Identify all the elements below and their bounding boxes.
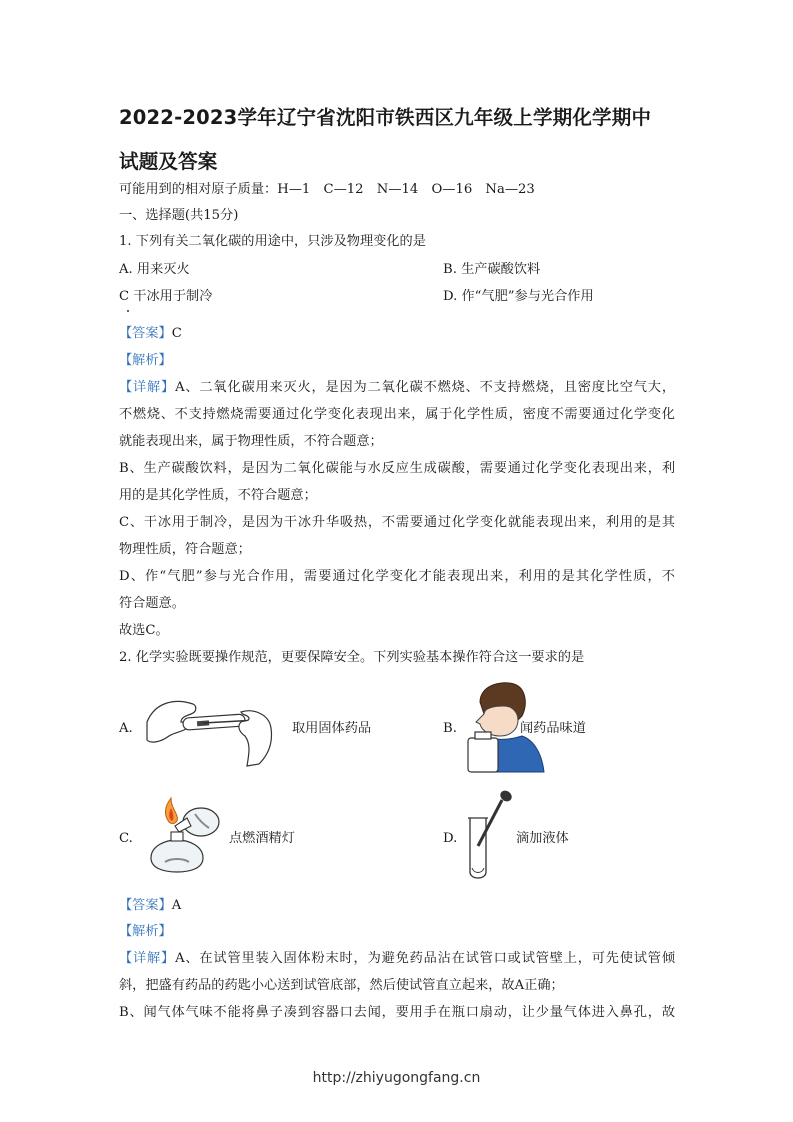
q2-answer: [119, 896, 181, 916]
title-line-2: 试题及答案: [119, 150, 218, 173]
q1-detail-line-3: 就能表现出来，属于物理性质，不符合题意；: [119, 434, 383, 449]
q1-option-b: B. 生产碳酸饮料: [443, 262, 541, 277]
q1-detail-line-5: 用的是其化学性质，不符合题意；: [119, 488, 317, 503]
answer-tag: 【答案】: [119, 326, 172, 341]
section-heading: 一、选择题(共15分): [119, 208, 239, 223]
q2-detail-line-3: B、闻气体气味不能将鼻子凑到容器口去闻，要用手在瓶口扇动，让少量气体进入鼻孔，故: [119, 1005, 675, 1020]
q2-option-a-letter: A.: [119, 721, 133, 736]
atomic-masses: 可能用到的相对原子质量：H—1 C—12 N—14 O—16 Na—23: [119, 182, 535, 197]
q1-stem: 1. 下列有关二氧化碳的用途中，只涉及物理变化的是: [119, 234, 426, 249]
detail-text: A、在试管里装入固体粉末时，为避免药品沾在试管口或试管壁上，可先使试管倾: [175, 951, 676, 966]
stray-dot: [127, 310, 129, 312]
q2-detail-line-1: [119, 949, 675, 969]
q2-option-b-letter: B.: [443, 721, 457, 736]
detail-text: A、二氧化碳用来灭火，是因为二氧化碳不燃烧、不支持燃烧，且密度比空气大，: [175, 380, 676, 395]
q1-detail-line-2: 不燃烧、不支持燃烧需要通过化学变化表现出来，属于化学性质，密度不需要通过化学变化: [119, 407, 675, 422]
footer-url[interactable]: http://zhiyugongfang.cn: [312, 1070, 481, 1086]
q1-detail-line-1: [119, 378, 675, 398]
q2-option-d-letter: D.: [443, 831, 458, 846]
document-title: [119, 96, 699, 184]
q2-analysis-tag: 【解析】: [119, 924, 172, 939]
q1-option-a: A. 用来灭火: [119, 262, 190, 277]
title-line-1: 2022-2023学年辽宁省沈阳市铁西区九年级上学期化学期中: [119, 106, 652, 129]
q2-option-a-label: 取用固体药品: [292, 721, 372, 736]
q2-option-c-label: 点燃酒精灯: [229, 831, 295, 846]
q2-option-c-letter: C.: [119, 831, 133, 846]
q2-stem: 2. 化学实验既要操作规范，更要保障安全。下列实验基本操作符合这一要求的是: [119, 650, 585, 665]
solid-reagent-figure: [145, 692, 275, 768]
q1-detail-line-4: B、生产碳酸饮料，是因为二氧化碳能与水反应生成碳酸，需要通过化学变化表现出来，利: [119, 461, 675, 476]
q1-conclusion: 故选C。: [119, 623, 169, 638]
q1-detail-line-6: C、干冰用于制冷，是因为干冰升华吸热，不需要通过化学变化就能表现出来，利用的是其: [119, 515, 675, 530]
q1-detail-line-8: D、作“气肥”参与光合作用，需要通过化学变化才能表现出来，利用的是其化学性质，不: [119, 569, 675, 584]
q1-answer: [119, 324, 182, 344]
answer-value: C: [171, 326, 182, 341]
q1-analysis-tag: 【解析】: [119, 353, 172, 368]
q2-option-d-label: 滴加液体: [516, 831, 569, 846]
q2-detail-line-2: 斜，把盛有药品的药匙小心送到试管底部，然后使试管直立起来，故A正确；: [119, 978, 564, 993]
answer-value: A: [171, 898, 182, 913]
detail-tag: 【详解】: [119, 951, 176, 966]
alcohol-lamp-figure: [143, 792, 225, 876]
q1-detail-line-7: 物理性质，符合题意；: [119, 542, 251, 557]
q1-option-c: C 干冰用于制冷: [119, 289, 213, 304]
answer-tag: 【答案】: [119, 898, 172, 913]
q1-option-d: D. 作“气肥”参与光合作用: [443, 289, 594, 304]
detail-tag: 【详解】: [119, 380, 176, 395]
q1-detail-line-9: 符合题意。: [119, 596, 185, 611]
dropper-figure: [462, 788, 522, 886]
q2-option-b-label: 闻药品味道: [520, 721, 586, 736]
